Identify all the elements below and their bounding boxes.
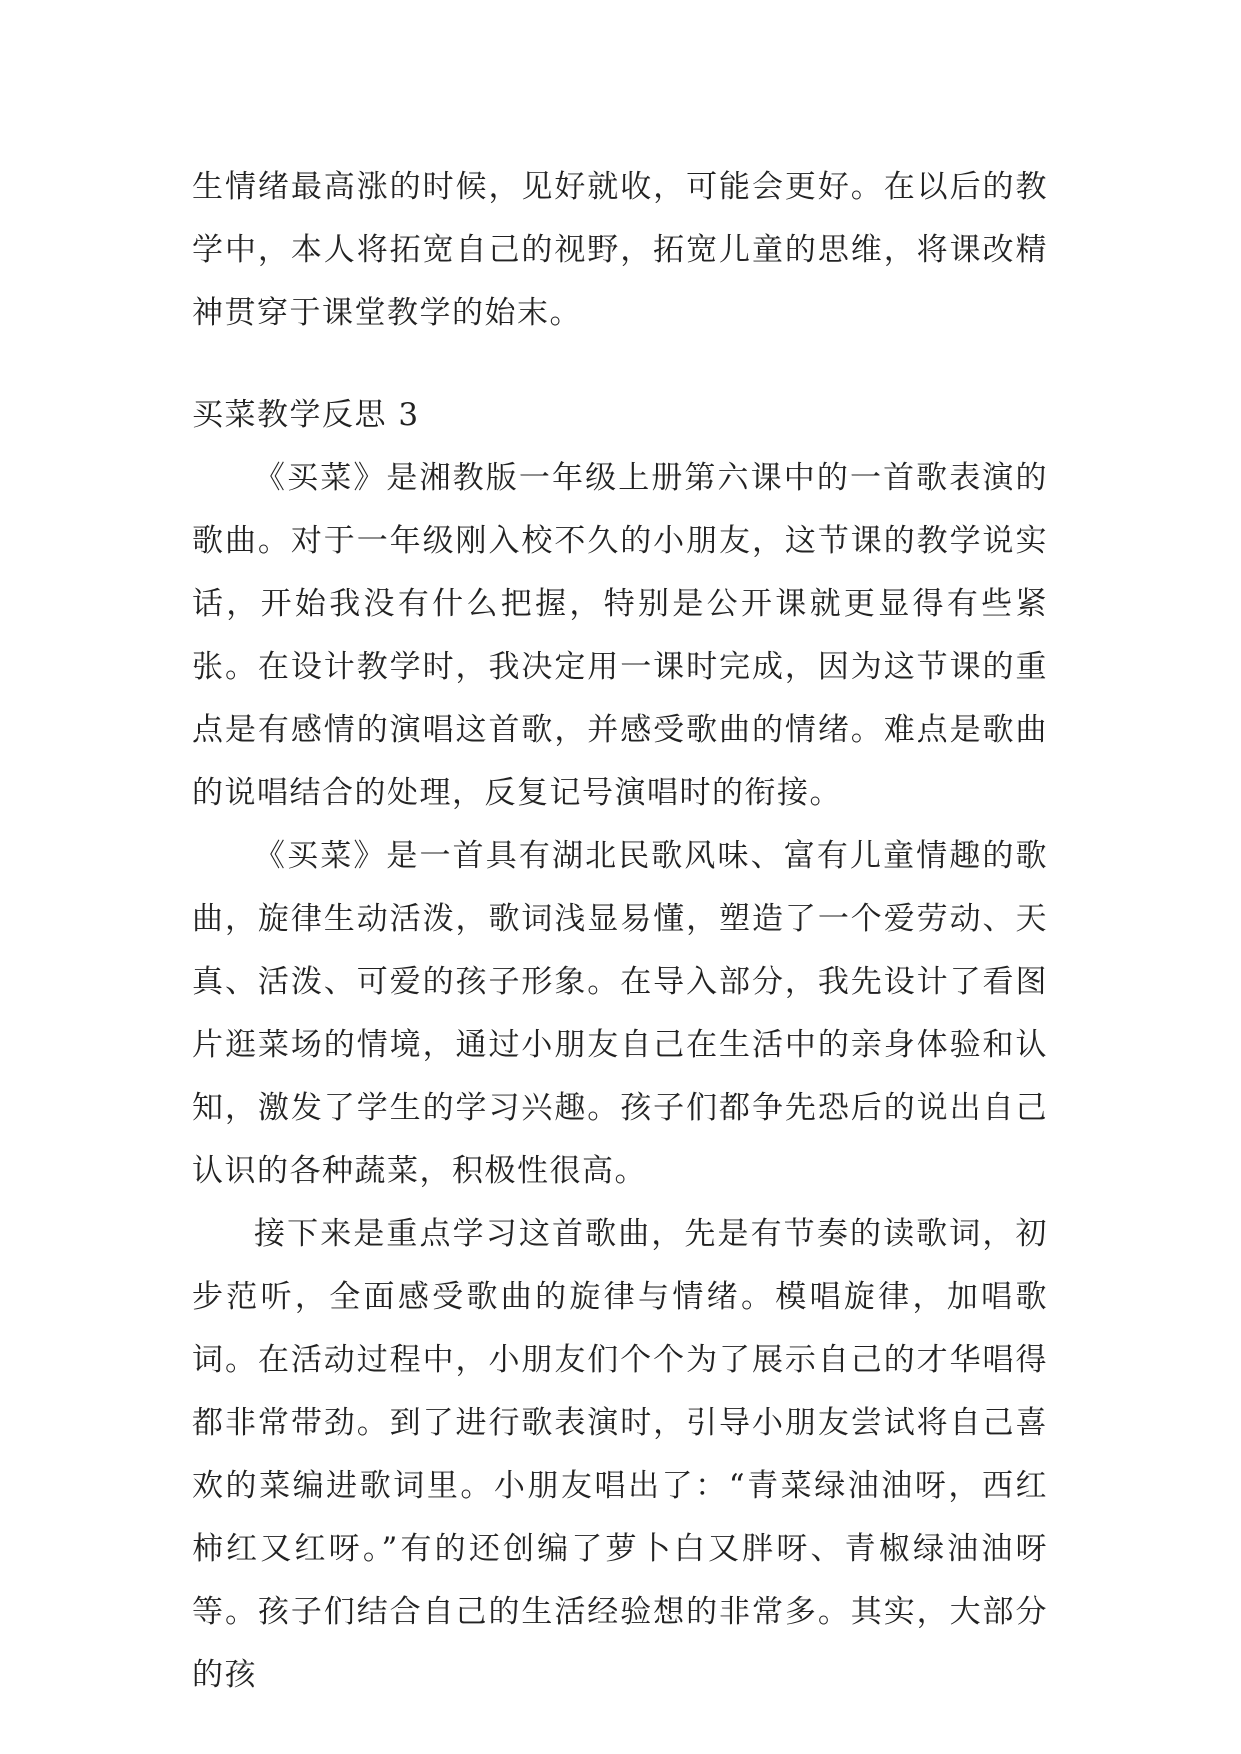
paragraph-1: 《买菜》是湘教版一年级上册第六课中的一首歌表演的歌曲。对于一年级刚入校不久的小朋友，这节课的教学说实话，开始我没有什么把握，特别是公开课就更显得有些紧张。在设计教学时，我决定用一课时完成，因为这节课的重点是有感情的演唱这首歌，并感受歌曲的情绪。难点是歌曲的说唱结合的处理，反复记号演唱时的衔接。 bbox=[192, 460, 1048, 811]
paragraph-3: 接下来是重点学习这首歌曲，先是有节奏的读歌词，初步范听，全面感受歌曲的旋律与情绪。模唱旋律，加唱歌词。在活动过程中，小朋友们个个为了展示自己的才华唱得都非常带劲。到了进行歌表演时，引导小朋友尝试将自己喜欢的菜编进歌词里。小朋友唱出了：“青菜绿油油呀，西红柿红又红呀。”有的还创编了萝卜白又胖呀、青椒绿油油呀等。孩子们结合自己的生活经验想的非常多。其实，大部分的孩 bbox=[192, 1216, 1048, 1693]
continued-paragraph-block bbox=[192, 156, 1048, 345]
paragraph-2: 《买菜》是一首具有湖北民歌风味、富有儿童情趣的歌曲，旋律生动活泼，歌词浅显易懂，塑造了一个爱劳动、天真、活泼、可爱的孩子形象。在导入部分，我先设计了看图片逛菜场的情境，通过小朋友自己在生活中的亲身体验和认知，激发了学生的学习兴趣。孩子们都争先恐后的说出自己认识的各种蔬菜，积极性很高。 bbox=[192, 838, 1048, 1189]
section-title: 买菜教学反思 3 bbox=[192, 397, 420, 433]
section-body bbox=[192, 447, 1048, 1707]
continued-paragraph: 生情绪最高涨的时候，见好就收，可能会更好。在以后的教学中，本人将拓宽自己的视野，拓宽儿童的思维，将课改精神贯穿于课堂教学的始末。 bbox=[192, 169, 1048, 331]
